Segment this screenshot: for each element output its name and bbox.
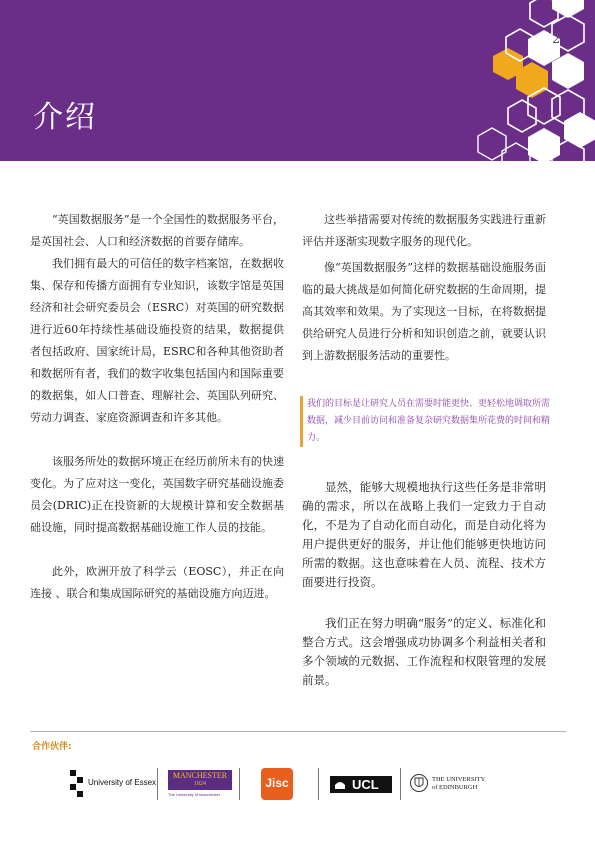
essex-emblem-icon xyxy=(70,770,84,798)
university-of-essex-logo xyxy=(70,770,160,798)
ucl-dome-icon xyxy=(334,780,346,789)
jisc-logo xyxy=(261,768,293,800)
manchester-year: 1824 xyxy=(194,781,206,787)
left-column xyxy=(30,209,284,605)
edinburgh-crest-icon xyxy=(410,773,428,793)
ucl-logo xyxy=(330,776,392,793)
essex-name: University of Essex xyxy=(88,778,157,787)
paragraph: 像“英国数据服务”这样的数据基础设施服务面临的最大挑战是如何简化研究数据的生命周期，提高其效率和效果。为了实现这一目标，在将数据提供给研究人员进行分析和知识创造之前，就要认识到上游数据服务活动的重要性。 xyxy=(302,261,546,362)
hexagon-pattern-graphic xyxy=(470,0,595,161)
paragraph: 我们拥有最大的可信任的数字档案馆，在数据收集、保存和传播方面拥有专业知识，该数字馆是英国经济和社会研究委员会（ESRC）对英国的研究数据进行近60年持续性基础设施投资的结果，数据提供者包括政府、国家统计局，ESRC和各种其他资助者和数据所有者，我们的数字收集包括国内和国际重要的数据集，如人口普查、理解社会、英国队列研究、劳动力调查、家庭资源调查和许多其他。 xyxy=(30,257,284,424)
logo-separator xyxy=(400,768,401,800)
partners-label: 合作伙伴: xyxy=(32,742,72,752)
manchester-box xyxy=(168,770,232,790)
ucl-text: UCL xyxy=(352,777,379,792)
university-of-manchester-logo xyxy=(168,770,232,800)
university-of-edinburgh-logo xyxy=(410,772,495,796)
manchester-name: MANCHESTER xyxy=(172,771,228,780)
divider xyxy=(30,731,566,732)
paragraph: 这些举措需要对传统的数据服务实践进行重新评估并逐渐实现数字服务的现代化。 xyxy=(302,213,546,248)
manchester-sub: The University of Manchester xyxy=(168,792,221,797)
logo-separator xyxy=(239,768,240,800)
logo-separator xyxy=(318,768,319,800)
edinburgh-line1: THE UNIVERSITY xyxy=(432,776,486,783)
page-number: 2 xyxy=(552,32,561,47)
header-banner xyxy=(0,0,595,161)
jisc-text: Jisc xyxy=(265,776,289,790)
paragraph: “英国数据服务”是一个全国性的数据服务平台，是英国社会、人口和经济数据的首要存储库。 xyxy=(30,213,284,248)
paragraph: 该服务所处的数据环境正在经历前所未有的快速变化。为了应对这一变化，英国数字研究基础设施委员会(DRIC)正在投资新的大规模计算和安全数据基础设施，同时提高数据基础设施工作人员的技能。 xyxy=(30,455,284,534)
paragraph: 此外，欧洲开放了科学云（EOSC），并正在向连接 、联合和集成国际研究的基础设施方向迈进。 xyxy=(30,565,284,600)
right-column-lower xyxy=(302,478,546,690)
page-title: 介绍 xyxy=(33,100,97,135)
pull-quote: 我们的目标是让研究人员在需要时能更快、更轻松地调取所需数据，减少目前访问和准备复杂研究数据集所花费的时间和精力。 xyxy=(300,396,553,447)
edinburgh-line2: of EDINBURGH xyxy=(432,784,478,791)
paragraph: 显然，能够大规模地执行这些任务是非常明确的需求，所以在战略上我们一定致力于自动化，不是为了自动化而自动化，而是自动化将为用户提供更好的服务，并让他们能够更快地访问所需的数据。这也意味着在人员、流程、技术方面要进行投资。 xyxy=(302,480,546,589)
logo-separator xyxy=(157,768,158,800)
right-column xyxy=(302,209,546,367)
paragraph: 我们正在努力明确“服务”的定义、标准化和整合方式。这会增强成功协调多个利益相关者和多个领域的元数据、工作流程和权限管理的发展前景。 xyxy=(302,616,546,687)
